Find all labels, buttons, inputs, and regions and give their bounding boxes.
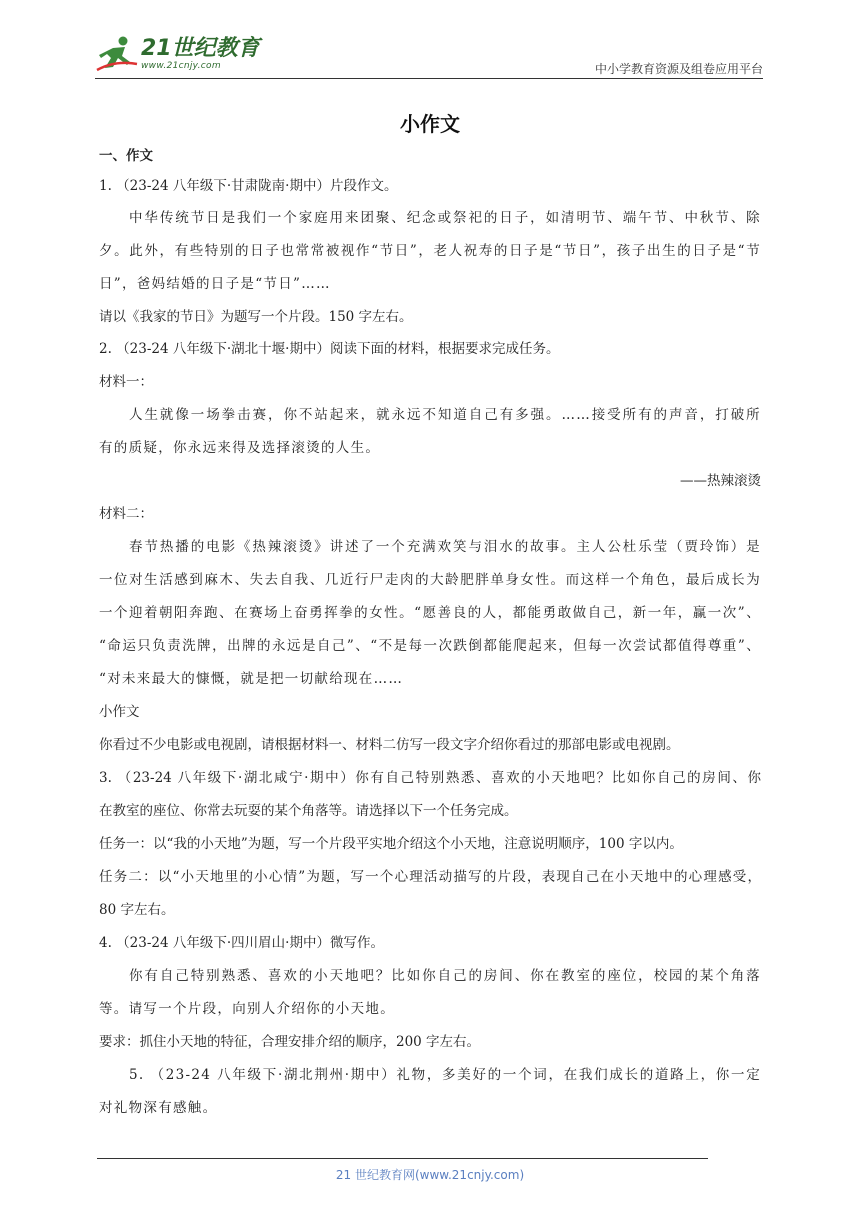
site-logo[interactable] <box>95 34 260 74</box>
question-5-stem: 5. （23-24 八年级下·湖北荆州·期中）礼物，多美好的一个词，在我们成长的道路上，你一定 <box>129 1067 761 1083</box>
task-label: 小作文 <box>99 704 140 720</box>
material-1-label: 材料一： <box>99 374 153 390</box>
question-1-passage-line: 夕。此外，有些特别的日子也常常被视作“节日”，老人祝寿的日子是“节日”，孩子出生的日子是“节 <box>99 243 761 259</box>
footer-divider <box>97 1158 708 1159</box>
page-header <box>95 30 763 78</box>
material-1-source: ——热辣滚烫 <box>680 473 761 489</box>
page-title: 小作文 <box>400 112 460 136</box>
question-1-requirement: 请以《我家的节日》为题写一个片段。150 字左右。 <box>99 309 413 325</box>
question-1-passage-line: 中华传统节日是我们一个家庭用来团聚、纪念或祭祀的日子，如清明节、端午节、中秋节、除 <box>129 210 761 226</box>
question-4-stem: 4. （23-24 八年级下·四川眉山·期中）微写作。 <box>99 935 384 951</box>
platform-name: 中小学教育资源及组卷应用平台 <box>594 62 763 76</box>
question-3-stem: 3. （23-24 八年级下·湖北咸宁·期中）你有自己特别熟悉、喜欢的小天地吧？比如你自己的房间、你 <box>99 770 761 786</box>
question-1-stem: 1. （23-24 八年级下·甘肃陇南·期中）片段作文。 <box>99 178 398 194</box>
material-1-line: 人生就像一场拳击赛，你不站起来，就永远不知道自己有多强。……接受所有的声音，打破所 <box>129 407 761 423</box>
material-2-line: 一位对生活感到麻木、失去自我、几近行尸走肉的大龄肥胖单身女性。而这样一个角色，最后成长为 <box>99 572 761 588</box>
header-divider <box>95 78 763 79</box>
material-2-label: 材料二： <box>99 506 153 522</box>
material-2-line: “对未来最大的慷慨，就是把一切献给现在…… <box>99 671 404 687</box>
question-4-passage-line: 你有自己特别熟悉、喜欢的小天地吧？比如你自己的房间、你在教室的座位，校园的某个角落 <box>129 968 761 984</box>
material-2-line: 春节热播的电影《热辣滚烫》讲述了一个充满欢笑与泪水的故事。主人公杜乐莹（贾玲饰）是 <box>129 539 761 555</box>
question-3-stem: 在教室的座位、你常去玩耍的某个角落等。请选择以下一个任务完成。 <box>99 803 518 819</box>
question-2-requirement: 你看过不少电影或电视剧，请根据材料一、材料二仿写一段文字介绍你看过的那部电影或电视剧。 <box>99 737 680 753</box>
question-5-stem: 对礼物深有感触。 <box>99 1100 218 1116</box>
logo-url: www.21cnjy.com <box>141 60 221 71</box>
runner-logo-icon <box>95 34 139 74</box>
logo-title: 21世纪教育 <box>141 35 260 61</box>
material-1-line: 有的质疑，你永远来得及选择滚烫的人生。 <box>99 440 381 456</box>
material-2-line: “命运只负责洗牌，出牌的永远是自己”、“不是每一次跌倒都能爬起来，但每一次尝试都值得尊重”、 <box>99 638 761 654</box>
question-2-stem: 2. （23-24 八年级下·湖北十堰·期中）阅读下面的材料，根据要求完成任务。 <box>99 341 560 357</box>
material-2-line: 一个迎着朝阳奔跑、在赛场上奋勇挥拳的女性。“愿善良的人，都能勇敢做自己，新一年，赢一次”、 <box>99 605 761 621</box>
question-3-task-2: 80 字左右。 <box>99 902 175 918</box>
question-4-requirement: 要求：抓住小天地的特征，合理安排介绍的顺序，200 字左右。 <box>99 1034 481 1050</box>
question-4-passage-line: 等。请写一个片段，向别人介绍你的小天地。 <box>99 1001 395 1017</box>
question-3-task-1: 任务一：以“我的小天地”为题，写一个片段平实地介绍这个小天地，注意说明顺序，100 字以内。 <box>99 836 683 852</box>
footer-link[interactable]: 21 世纪教育网(www.21cnjy.com) <box>335 1168 525 1182</box>
section-heading: 一、作文 <box>99 148 153 164</box>
question-3-task-2: 任务二：以“小天地里的小心情”为题，写一个心理活动描写的片段，表现自己在小天地中的心理感受， <box>99 869 761 885</box>
question-1-passage-line: 日”，爸妈结婚的日子是“节日”…… <box>99 276 331 292</box>
